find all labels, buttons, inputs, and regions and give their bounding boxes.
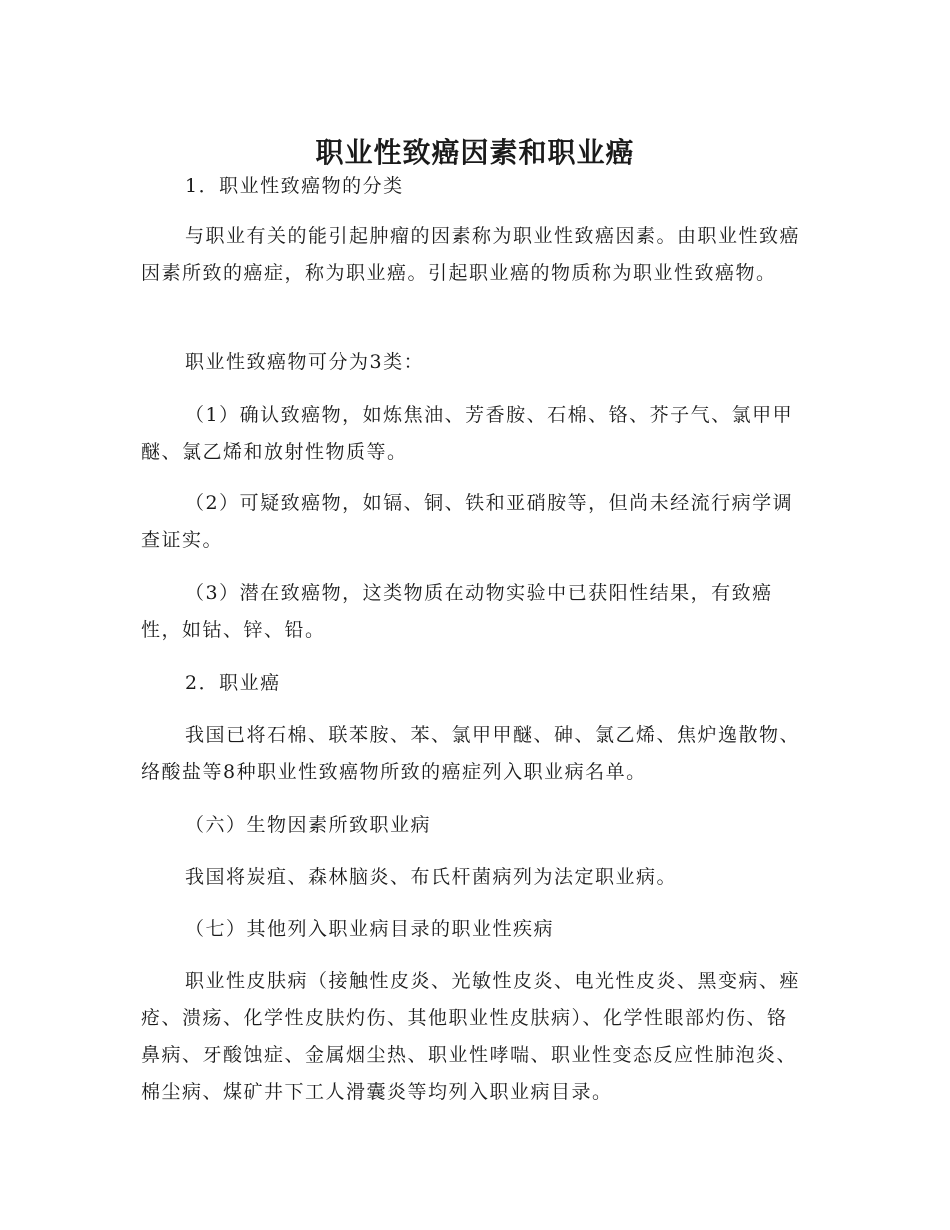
paragraph-occupational-cancer-list: 我国已将石棉、联苯胺、苯、氯甲甲醚、砷、氯乙烯、焦炉逸散物、络酸盐等8种职业性致癌物所致的癌症列入职业病名单。 [141,724,801,783]
section-heading-other-diseases: （七）其他列入职业病目录的职业性疾病 [185,918,555,940]
paragraph-definition: 与职业有关的能引起肿瘤的因素称为职业性致癌因素。由职业性致癌因素所致的癌症，称为职业癌。引起职业癌的物质称为职业性致癌物。 [141,225,801,284]
paragraph-biological-diseases: 我国将炭疽、森林脑炎、布氏杆菌病列为法定职业病。 [185,866,678,888]
page-title: 职业性致癌因素和职业癌 [315,135,635,169]
paragraph-other-diseases: 职业性皮肤病（接触性皮炎、光敏性皮炎、电光性皮炎、黑变病、痤疮、溃疡、化学性皮肤灼伤、其他职业性皮肤病）、化学性眼部灼伤、铬鼻病、牙酸蚀症、金属烟尘热、职业性哮喘、职业性变态反应性肺泡炎、棉尘病、煤矿井下工人滑囊炎等均列入职业病目录。 [141,970,801,1103]
section-heading-biological-factors: （六）生物因素所致职业病 [185,814,432,836]
list-item-potential-carcinogens: （3）潜在致癌物，这类物质在动物实验中已获阳性结果，有致癌性，如钴、锌、铅。 [141,582,773,641]
section-heading-occupational-cancer: 2．职业癌 [185,672,281,694]
paragraph-categories-intro: 职业性致癌物可分为3类： [185,351,425,373]
list-item-confirmed-carcinogens: （1）确认致癌物，如炼焦油、芳香胺、石棉、铬、芥子气、氯甲甲醚、氯乙烯和放射性物质等。 [141,404,794,463]
list-item-suspected-carcinogens: （2）可疑致癌物，如镉、铜、铁和亚硝胺等，但尚未经流行病学调查证实。 [141,492,794,551]
section-heading-classification: 1．职业性致癌物的分类 [185,175,404,197]
